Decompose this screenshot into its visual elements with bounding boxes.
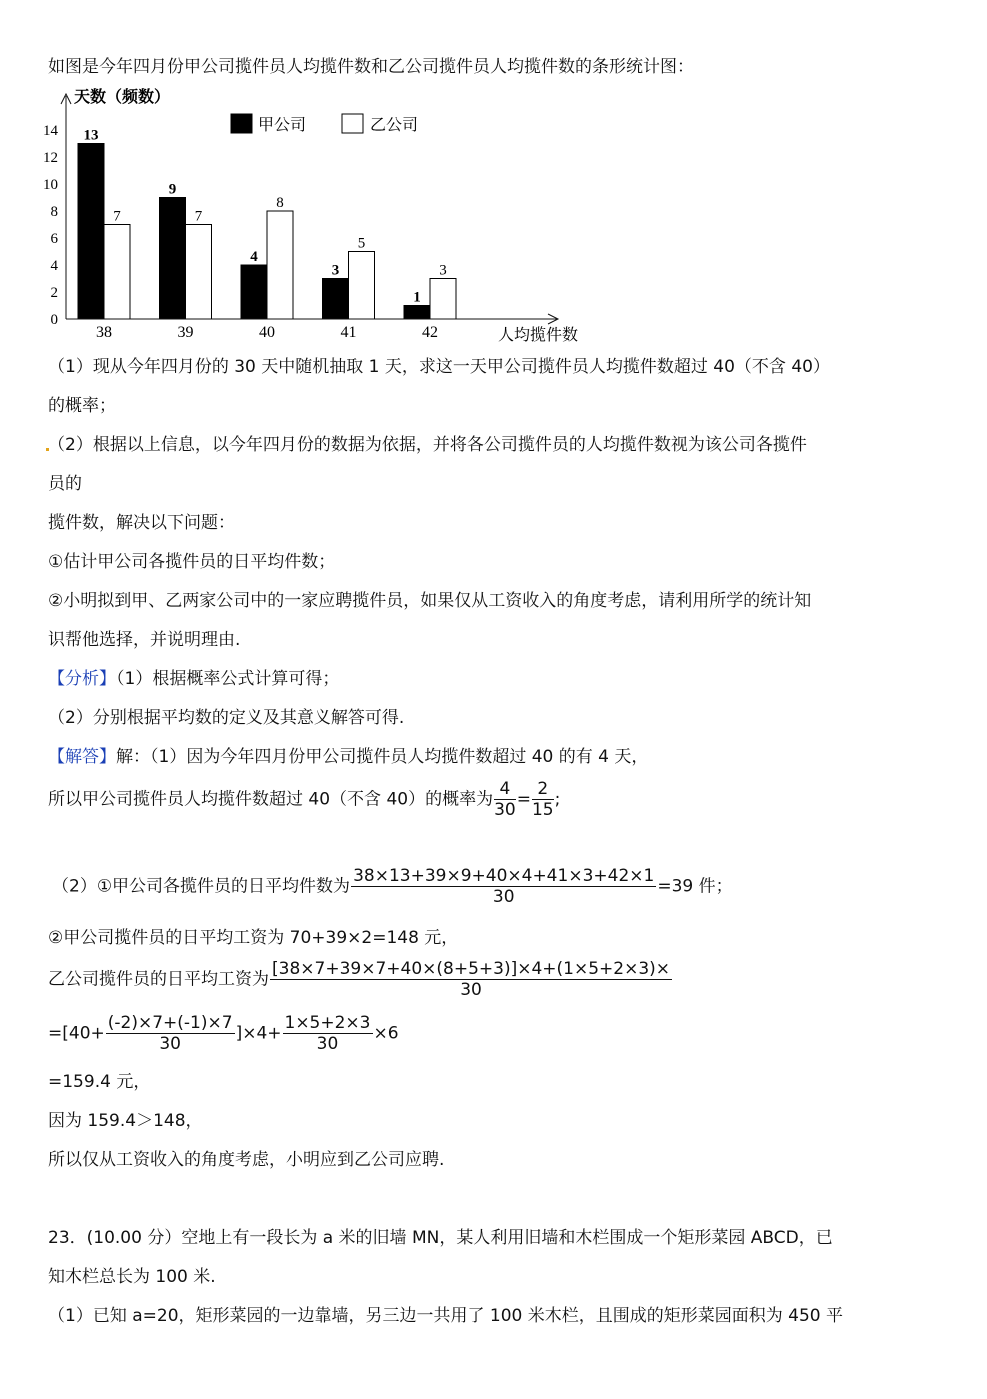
fraction-numerator: 1×5+2×3	[284, 1013, 371, 1033]
legend-label-yi: 乙公司	[370, 115, 419, 134]
data-label: 1	[413, 289, 421, 306]
equals-sign: =	[516, 789, 531, 810]
bar-chart	[40, 82, 600, 344]
y-tick-label: 10	[43, 177, 58, 193]
fraction-jia-average	[351, 866, 656, 907]
legend-label-jia: 甲公司	[258, 115, 307, 134]
fraction-yi-wage	[270, 959, 672, 1000]
fraction-numerator: 38×13+39×9+40×4+41×3+42×1	[353, 866, 655, 886]
fraction-numerator: [38×7+39×7+40×(8+5+3)]×4+(1×5+2×3)×	[272, 959, 671, 979]
solution-line7: =159.4 元，	[48, 1072, 151, 1092]
x-axis-label: 人均揽件数	[498, 325, 579, 344]
fraction-diff	[106, 1013, 235, 1054]
y-tick-label: 4	[50, 258, 58, 274]
solution-line3-result: =39 件；	[657, 876, 733, 897]
q1-line2: 的概率；	[48, 396, 116, 416]
bar-38-series-1	[104, 225, 130, 320]
solution-line2	[48, 779, 560, 820]
fraction-2-15	[532, 779, 554, 820]
solution-line6-end: ×6	[373, 1023, 399, 1044]
analysis-text1: （1）根据概率公式计算可得；	[116, 669, 340, 689]
y-tick-label: 14	[43, 123, 58, 139]
fraction-denominator: 30	[494, 800, 516, 820]
data-label: 7	[113, 208, 121, 225]
fraction-denominator: 15	[531, 800, 554, 820]
solution-text1: 解：（1）因为今年四月份甲公司揽件员人均揽件数超过 40 的有 4 天，	[116, 747, 649, 767]
fraction-numerator: 2	[532, 779, 554, 800]
q23-line1: 23．(10.00 分）空地上有一段长为 a 米的旧墙 MN，某人利用旧墙和木栏围成一个矩形菜园 ABCD，已	[48, 1228, 833, 1248]
y-tick-label: 8	[50, 204, 58, 220]
data-label: 13	[83, 127, 99, 144]
semicolon: ;	[554, 789, 561, 810]
solution-line2-text: 所以甲公司揽件员人均揽件数超过 40（不含 40）的概率为	[48, 789, 494, 810]
q2-line2: 员的	[48, 474, 82, 494]
solution-line9: 所以仅从工资收入的角度考虑，小明应到乙公司应聘.	[48, 1150, 445, 1170]
analysis-line1	[48, 668, 339, 690]
fraction-denominator: 30	[492, 887, 515, 907]
fraction-numerator: 4	[494, 779, 516, 800]
solution-line6	[48, 1013, 399, 1054]
q23-line2: 知木栏总长为 100 米.	[48, 1267, 216, 1287]
solution-line6-start: =[40+	[48, 1023, 105, 1044]
x-tick-label: 40	[259, 324, 275, 341]
solution-line4: ②甲公司揽件员的日平均工资为 70+39×2=148 元，	[48, 928, 459, 948]
bar-42-series-0	[404, 306, 430, 320]
data-label: 3	[331, 262, 340, 279]
bar-40-series-0	[241, 265, 267, 319]
y-tick-label: 0	[50, 312, 58, 328]
x-tick-label: 41	[340, 324, 357, 341]
q2-sub2b: 识帮他选择，并说明理由.	[48, 630, 241, 650]
data-label: 8	[276, 195, 284, 211]
data-label: 9	[168, 181, 177, 198]
bar-39-series-0	[160, 198, 186, 320]
legend-swatch-jia	[231, 114, 252, 133]
solution-line6-mid: ]×4+	[235, 1023, 282, 1044]
fraction-extra	[283, 1013, 373, 1054]
bar-41-series-1	[349, 252, 375, 320]
solution-line1	[48, 746, 648, 768]
y-tick-label: 2	[50, 285, 58, 301]
bar-40-series-1	[267, 211, 293, 319]
fraction-denominator: 30	[316, 1034, 339, 1054]
data-label: 5	[357, 235, 366, 252]
q23-line3: （1）已知 a=20，矩形菜园的一边靠墙，另三边一共用了 100 米木栏，且围成的矩形菜园面积为 450 平	[48, 1306, 844, 1326]
analysis-tag: 【分析】	[48, 669, 116, 689]
x-tick-label: 42	[422, 324, 438, 341]
solution-line8: 因为 159.4＞148，	[48, 1111, 203, 1131]
data-label: 7	[194, 208, 203, 225]
solution-tag: 【解答】	[48, 747, 116, 767]
solution-line3-text: （2）①甲公司各揽件员的日平均件数为	[52, 876, 351, 897]
q2-line1: （2）根据以上信息，以今年四月份的数据为依据，并将各公司揽件员的人均揽件数视为该公司各揽件	[48, 435, 807, 455]
bar-38-series-0	[78, 144, 104, 320]
solution-line3	[52, 866, 733, 907]
fraction-denominator: 30	[460, 980, 482, 1000]
bar-39-series-1	[186, 225, 212, 320]
analysis-line2: （2）分别根据平均数的定义及其意义解答可得.	[48, 708, 405, 728]
fraction-4-30	[494, 779, 516, 820]
q1-line1: （1）现从今年四月份的 30 天中随机抽取 1 天，求这一天甲公司揽件员人均揽件数超过 40（不含 40）	[48, 357, 830, 377]
y-tick-label: 6	[50, 231, 58, 247]
q2-sub1: ①估计甲公司各揽件员的日平均件数；	[48, 552, 336, 572]
data-label: 4	[250, 249, 258, 265]
bar-42-series-1	[430, 279, 456, 320]
bar-41-series-0	[323, 279, 349, 320]
q2-line3: 揽件数，解决以下问题：	[48, 513, 235, 533]
y-axis-label: 天数（频数）	[74, 87, 171, 106]
chart-root	[43, 123, 456, 341]
y-tick-label: 12	[43, 150, 58, 166]
solution-line5-text: 乙公司揽件员的日平均工资为	[48, 969, 269, 990]
x-tick-label: 38	[96, 324, 112, 341]
legend-swatch-yi	[342, 114, 363, 133]
data-label: 3	[439, 262, 447, 279]
intro-text: 如图是今年四月份甲公司揽件员人均揽件数和乙公司揽件员人均揽件数的条形统计图：	[48, 57, 694, 77]
solution-line5	[48, 959, 673, 1000]
q2-sub2a: ②小明拟到甲、乙两家公司中的一家应聘揽件员，如果仅从工资收入的角度考虑，请利用所学的统计知	[48, 591, 812, 611]
fraction-denominator: 30	[159, 1034, 181, 1054]
fraction-numerator: (-2)×7+(-1)×7	[107, 1013, 233, 1033]
x-tick-label: 39	[177, 324, 194, 341]
